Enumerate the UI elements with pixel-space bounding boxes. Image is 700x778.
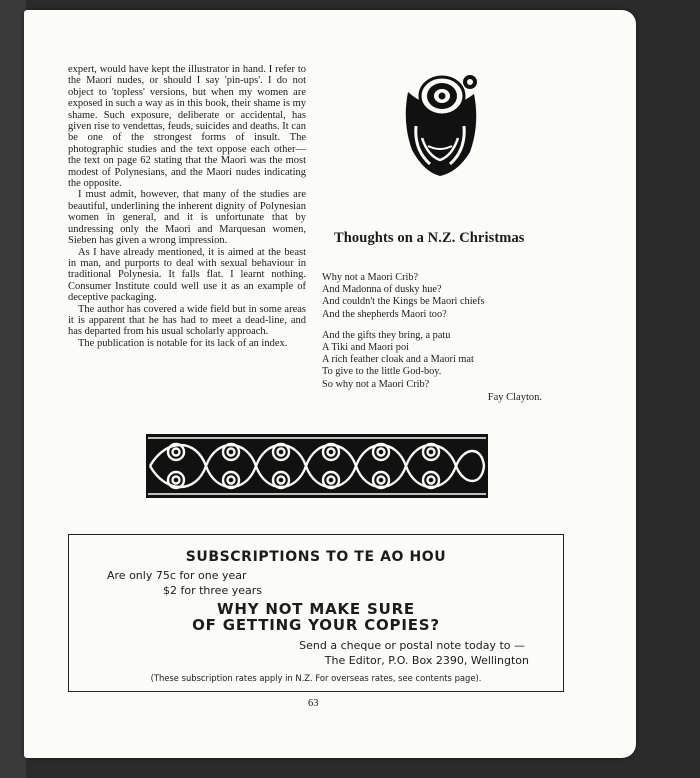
article-paragraph: expert, would have kept the illustrator in hand. I refer to the Maori nudes, or should I say 'pin-ups'. I do not object to 'topless' versions, but when my women are exposed in such a way as in this book, their shame is my shame. Such exposure, deliberate or accidental, has given rise to vendettas, feuds, suicides and deaths. It can be one of the strongest forms of insult. The photographic studies and the text oppose each other—the text on page 62 stating that the Maori was the most modest of Polynesians, and the Maori nudes indicating the opposite. [68,64,306,190]
document-page [24,10,636,758]
poem-title: Thoughts on a N.Z. Christmas [334,230,525,246]
poem-line: A rich feather cloak and a Maori mat [322,354,474,366]
poem-stanza [322,330,582,391]
advert-call-to-action [69,601,563,633]
article-paragraph: The publication is notable for its lack of an index. [78,337,288,349]
poem-line: And the shepherds Maori too? [322,308,447,320]
poem-line: Why not a Maori Crib? [322,272,419,283]
article-column [68,64,306,349]
poem-line: And the gifts they bring, a patu [322,329,451,341]
poem-line: And Madonna of dusky hue? [322,284,442,296]
poem-line: To give to the little God-boy. [322,366,442,378]
advert-address: The Editor, P.O. Box 2390, Wellington [324,654,529,667]
poem [322,272,582,400]
subscription-advert [68,534,564,692]
article-paragraph: The author has covered a wide field but in some areas it is apparent that he has had to meet a dead-line, and has departed from his usual scholarly approach. [68,303,306,338]
poem-line: A Tiki and Maori poi [322,342,409,354]
advert-price-three-years: $2 for three years [163,584,262,597]
article-paragraph: As I have already mentioned, it is aimed at the beast in man, and purports to deal with sexual behaviour in traditional Polynesia. It falls flat. I learnt nothing. Consumer Institute could well use it as an example of deceptive packaging. [68,246,306,304]
advert-heading: SUBSCRIPTIONS TO TE AO HOU [185,549,447,565]
advert-send-instruction: Send a cheque or postal note today to — [299,639,525,652]
page-number: 63 [308,698,319,709]
poem-line: So why not a Maori Crib? [322,378,430,390]
article-paragraph: I must admit, however, that many of the studies are beautiful, underlining the inherent dignity of Polynesian women in general, and it is unfortunate that by undressing only the Maori and Marquesan women, Sieben has given a wrong impression. [68,189,306,247]
poem-stanza [322,272,582,321]
poem-line: And couldn't the Kings be Maori chiefs [322,296,485,308]
advert-price-one-year: Are only 75c for one year [107,569,247,582]
advert-cta-line: OF GETTING YOUR COPIES? [192,616,440,634]
poem-author: Fay Clayton. [487,392,542,403]
scan-edge [0,0,26,778]
advert-cta-line: WHY NOT MAKE SURE [217,600,415,618]
maori-tiki-emblem-icon [398,72,482,178]
koru-border-ornament [146,434,488,498]
advert-footnote: (These subscription rates apply in N.Z. For overseas rates, see contents page). [150,673,482,683]
